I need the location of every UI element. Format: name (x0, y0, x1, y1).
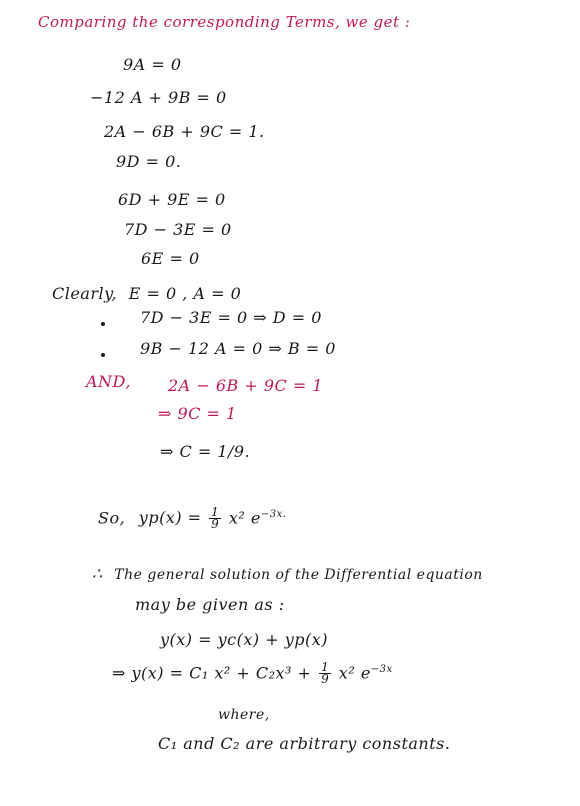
c-value: 1/9. (217, 442, 251, 461)
bullet-line-1: 7D − 3E = 0 ⇒ D = 0 (140, 308, 322, 327)
fraction-numerator: 1 (211, 505, 220, 520)
where-label: where, (218, 707, 270, 723)
final-fraction (319, 662, 331, 685)
therefore-line-1 (92, 564, 483, 585)
so-label: So, (98, 508, 126, 528)
equation-1: 9A = 0 (123, 55, 182, 74)
equation-5: 6D + 9E = 0 (118, 190, 226, 209)
particular-lhs: yp(x) = (138, 508, 202, 528)
final-rest: x² e (338, 663, 371, 683)
final-exponent: −3x (370, 664, 393, 675)
equation-6: 7D − 3E = 0 (124, 220, 232, 239)
clearly-line (52, 284, 241, 304)
constants-note: C₁ and C₂ are arbitrary constants. (158, 734, 451, 753)
equation-3: 2A − 6B + 9C = 1. (104, 122, 265, 141)
heading: Comparing the corresponding Terms, we get : (38, 13, 411, 31)
particular-rest: x² e (228, 508, 261, 528)
and-line-2: ⇒ 9C = 1 (158, 404, 237, 423)
particular-exponent: −3x. (260, 509, 287, 520)
bullet-line-2: 9B − 12 A = 0 ⇒ B = 0 (140, 339, 336, 358)
equation-7: 6E = 0 (141, 249, 200, 268)
c-value-prefix: ⇒ C = (160, 442, 218, 461)
final-solution (112, 660, 393, 685)
bullet-dot-2 (101, 353, 105, 357)
equation-2: −12 A + 9B = 0 (90, 88, 227, 107)
clearly-label: Clearly, (52, 284, 118, 303)
therefore-icon: ∴ (92, 564, 103, 583)
final-fraction-denominator: 9 (321, 672, 330, 687)
therefore-text-1: The general solution of the Differential equation (114, 567, 483, 583)
and-line-1: 2A − 6B + 9C = 1 (168, 376, 324, 395)
clearly-text: E = 0 , A = 0 (128, 284, 242, 303)
and-line-3 (160, 442, 250, 462)
general-solution: y(x) = yc(x) + yp(x) (160, 630, 328, 649)
final-fraction-numerator: 1 (321, 660, 330, 675)
bullet-dot-1 (101, 322, 105, 326)
and-label: AND, (86, 372, 131, 391)
equation-4: 9D = 0. (116, 152, 182, 171)
fraction-denominator: 9 (211, 517, 220, 532)
final-prefix: ⇒ y(x) = C₁ x² + C₂x³ + (112, 663, 312, 683)
particular-fraction (209, 507, 221, 530)
particular-solution (98, 505, 286, 530)
therefore-line-2: may be given as : (135, 595, 285, 614)
